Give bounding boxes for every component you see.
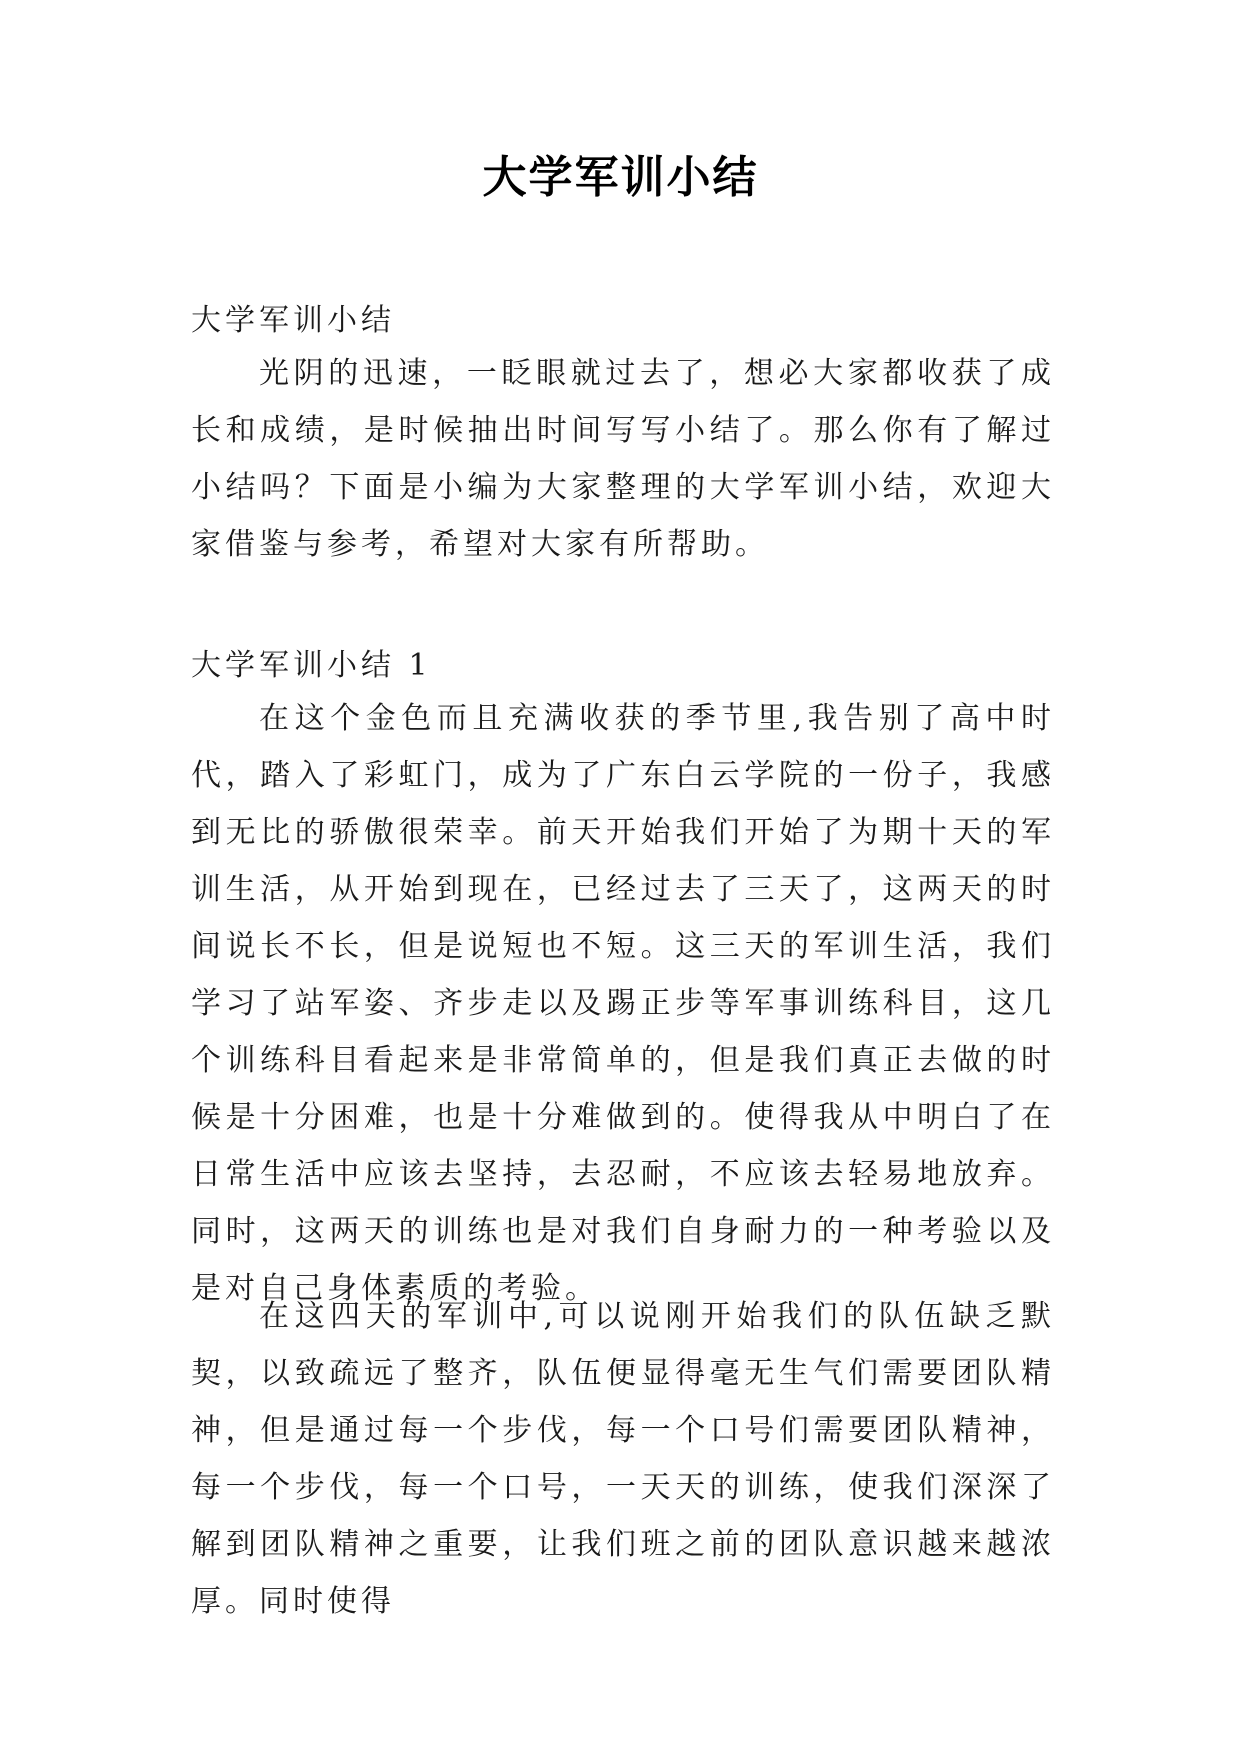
intro-paragraph: 光阴的迅速，一眨眼就过去了，想必大家都收获了成长和成绩，是时候抽出时间写写小结了。那么你有了解过小结吗？下面是小编为大家整理的大学军训小结，欢迎大家借鉴与参考，希望对大家有所帮助。 <box>191 356 1055 562</box>
intro-heading: 大学军训小结 <box>191 303 395 338</box>
section-1-paragraph-1: 在这个金色而且充满收获的季节里,我告别了高中时代，踏入了彩虹门，成为了广东白云学院的一份子，我感到无比的骄傲很荣幸。前天开始我们开始了为期十天的军训生活，从开始到现在，已经过去了三天了，这两天的时间说长不长，但是说短也不短。这三天的军训生活，我们学习了站军姿、齐步走以及踢正步等军事训练科目，这几个训练科目看起来是非常简单的，但是我们真正去做的时候是十分困难，也是十分难做到的。使得我从中明白了在日常生活中应该去坚持，去忍耐，不应该去轻易地放弃。同时，这两天的训练也是对我们自身耐力的一种考验以及是对自己身体素质的考验。 <box>191 701 1055 1306</box>
document-title: 大学军训小结 <box>482 152 759 203</box>
section-1-heading: 大学军训小结 1 <box>191 648 432 683</box>
section-1-paragraph-2: 在这四天的军训中,可以说刚开始我们的队伍缺乏默契，以致疏远了整齐，队伍便显得毫无生气们需要团队精神，但是通过每一个步伐，每一个口号们需要团队精神，每一个步伐，每一个口号，一天天的训练，使我们深深了解到团队精神之重要，让我们班之前的团队意识越来越浓厚。同时使得 <box>191 1299 1055 1619</box>
